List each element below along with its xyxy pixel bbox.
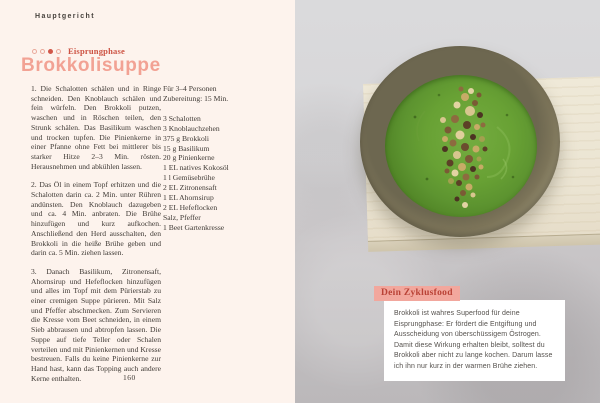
page-number: 160 <box>123 373 136 382</box>
prep-time-info: Zubereitung: 15 Min. <box>163 93 229 103</box>
cycle-phase-dot-icon <box>40 49 45 54</box>
instruction-step: 3. Danach Basilikum, Zitronensaft, Ahornsirup und Hefeflocken hinzufügen und alles im Topf mit dem Pürierstab zu einer cremigen Suppe pürieren. Mit Salz und Pfeffer abschmecken. Zum Servieren die Kresse vom Beet schneiden, in einem Sieb abbrausen und abtropfen lassen. Die Suppe auf tiefe Teller oder Schalen verteilen und mit Pinienkernen und Kresse bestreuen. Falls du keine Pinienkerne zur Hand hast, kann das Topping auch andere Kerne enthalten. <box>31 266 161 383</box>
ingredient-item: 1 EL natives Kokosöl <box>163 163 229 173</box>
photo-page <box>295 0 600 403</box>
ingredient-item: 3 Schalotten <box>163 113 201 123</box>
ingredient-item: 3 Knoblauchzehen <box>163 123 220 133</box>
soup-topping-and-swirls-icon <box>385 75 537 217</box>
ingredient-item: 1 Beet Gartenkresse <box>163 222 225 232</box>
cycle-phase-dot-active-icon <box>48 49 53 54</box>
recipe-page <box>0 0 295 403</box>
tip-badge: Dein Zyklusfood <box>374 286 460 301</box>
recipe-title: Brokkolisuppe <box>21 55 161 76</box>
ingredient-item: 1 l Gemüsebrühe <box>163 173 215 183</box>
cycle-phase-dot-icon <box>32 49 37 54</box>
phase-label: Eisprungphase <box>68 46 125 56</box>
ingredient-item: 15 g Basilikum <box>163 143 210 153</box>
recipe-meta <box>163 84 283 104</box>
instruction-step: 2. Das Öl in einem Topf erhitzen und die Schalotten darin ca. 2 Min. unter Rühren andünsten. Den Knoblauch dazugeben und ca. 4 Min. anbraten. Die Brühe hinzufügen und kurz aufkochen. Anschließend den Herd ausschalten, den Brokkoli in die heiße Brühe geben und darin ca. 5 Min. ziehen lassen. <box>31 180 161 258</box>
ingredient-item: 20 g Pinienkerne <box>163 153 215 163</box>
servings-info: Für 3–4 Personen <box>163 84 217 93</box>
broccoli-soup <box>385 75 537 217</box>
category-header: Hauptgericht <box>35 13 95 20</box>
ingredient-item: 1 EL Ahornsirup <box>163 193 214 203</box>
ingredient-item: 2 EL Zitronensaft <box>163 183 217 193</box>
ingredient-item: 375 g Brokkoli <box>163 133 209 143</box>
instructions-column <box>31 84 161 392</box>
instruction-step: 1. Die Schalotten schälen und in Ringe schneiden. Den Knoblauch schälen und fein würfeln. Den Brokkoli putzen, waschen und in Röschen teilen, den Strunk schälen. Das Basilikum waschen und trocken tupfen. Die Pinienkerne in einer Pfanne ohne Fett bei mittlerer bis starker Hitze 2–3 Min. rösten. Herausnehmen und abkühlen lassen. <box>31 84 161 171</box>
soup-bowl <box>360 46 560 237</box>
tip-text-box: Brokkoli ist wahres Superfood für deine Eisprungphase: Er fördert die Entgiftung und Ausscheidung von überschüssigem Östrogen. Damit diese Wirkung erhalten bleibt, solltest du Brokkoli aber nicht zu lange kochen. Darum lasse ich ihn nur kurz in der warmen Brühe ziehen. <box>384 300 565 381</box>
ingredient-item: Salz, Pfeffer <box>163 212 201 222</box>
ingredients-column <box>163 84 283 233</box>
ingredient-item: 2 EL Hefeflocken <box>163 202 218 212</box>
cycle-phase-dot-icon <box>56 49 61 54</box>
